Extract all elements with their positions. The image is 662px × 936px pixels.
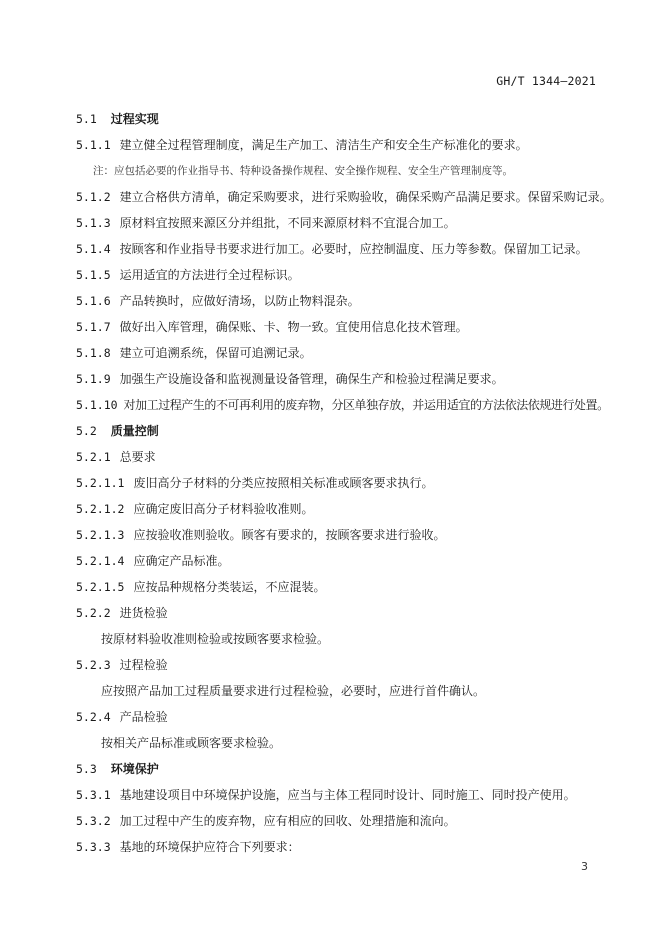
clause-text: 产品转换时，应做好清场，以防止物料混杂。: [119, 294, 360, 308]
clause-number: 5.2.1.3: [76, 528, 125, 542]
clause-item: [76, 392, 616, 418]
clause-item: [76, 444, 616, 470]
clause-text: 加工过程中产生的废弃物，应有相应的回收、处理措施和流向。: [119, 814, 456, 828]
clause-text: 废旧高分子材料的分类应按照相关标准或顾客要求执行。: [133, 476, 434, 490]
clause-number: 5.1.10: [76, 398, 118, 412]
clause-text: 质量控制: [110, 424, 159, 438]
clause-text: 过程检验: [119, 658, 168, 672]
clause-number: 5.1.9: [76, 372, 111, 386]
clause-text: 应确定产品标准。: [133, 554, 230, 568]
clause-number: 5.2.2: [76, 606, 111, 620]
clause-text: 环境保护: [110, 762, 159, 776]
clause-number: 5.2.1.1: [76, 476, 125, 490]
clause-number: 5.1.3: [76, 216, 111, 230]
clause-number: 5.1.7: [76, 320, 111, 334]
clause-item: [76, 496, 616, 522]
clause-number: 5.3.3: [76, 840, 111, 854]
clause-item: [76, 262, 616, 288]
section-heading: [76, 756, 616, 782]
note-line: [76, 158, 616, 184]
clause-text: 应按照产品加工过程质量要求进行过程检验，必要时，应进行首件确认。: [101, 684, 486, 698]
clause-number: 5.2.1.2: [76, 502, 125, 516]
clause-item: [76, 704, 616, 730]
clause-item: [76, 782, 616, 808]
clause-item: [76, 548, 616, 574]
clause-item: [76, 834, 616, 860]
clause-number: 5.2.1.4: [76, 554, 125, 568]
clause-text: 基地的环境保护应符合下列要求：: [119, 840, 300, 854]
clause-item: [76, 366, 616, 392]
clause-text: 注：应包括必要的作业指导书、特种设备操作规程、安全操作规程、安全生产管理制度等。: [93, 165, 513, 177]
clause-number: 5.2.3: [76, 658, 111, 672]
section-heading: [76, 418, 616, 444]
clause-text: 按相关产品标准或顾客要求检验。: [101, 736, 282, 750]
clause-text: 进货检验: [119, 606, 168, 620]
section-heading: [76, 106, 616, 132]
clause-item: [76, 184, 616, 210]
clause-item: [76, 314, 616, 340]
clause-number: 5.2: [76, 424, 97, 438]
clause-text: 建立健全过程管理制度，满足生产加工、清洁生产和安全生产标准化的要求。: [119, 138, 528, 152]
clause-text: 总要求: [119, 450, 156, 464]
clause-number: 5.1.8: [76, 346, 111, 360]
document-body: [76, 106, 616, 860]
clause-item: [76, 470, 616, 496]
clause-item: [76, 288, 616, 314]
clause-number: 5.3.2: [76, 814, 111, 828]
clause-item: [76, 808, 616, 834]
clause-text: 产品检验: [119, 710, 168, 724]
clause-item: [76, 210, 616, 236]
clause-number: 5.3.1: [76, 788, 111, 802]
document-code-header: GH/T 1344—2021: [496, 74, 596, 88]
page-number: 3: [581, 860, 588, 873]
clause-item: [76, 340, 616, 366]
clause-text: 过程实现: [110, 112, 159, 126]
clause-item: [76, 600, 616, 626]
clause-text: 应按品种规格分类装运，不应混装。: [133, 580, 326, 594]
clause-text: 做好出入库管理，确保账、卡、物一致。宜使用信息化技术管理。: [119, 320, 468, 334]
clause-text: 基地建设项目中环境保护设施，应当与主体工程同时设计、同时施工、同时投产使用。: [119, 788, 576, 802]
clause-number: 5.3: [76, 762, 97, 776]
clause-number: 5.1.5: [76, 268, 111, 282]
paragraph: [76, 626, 616, 652]
clause-text: 应按验收准则验收。顾客有要求的，按顾客要求进行验收。: [133, 528, 446, 542]
paragraph: [76, 730, 616, 756]
clause-text: 运用适宜的方法进行全过程标识。: [119, 268, 300, 282]
clause-number: 5.1.4: [76, 242, 111, 256]
clause-number: 5.1.2: [76, 190, 111, 204]
clause-item: [76, 522, 616, 548]
clause-number: 5.1: [76, 112, 97, 126]
clause-number: 5.2.1.5: [76, 580, 125, 594]
clause-text: 对加工过程产生的不可再利用的废弃物，分区单独存放，并运用适宜的方法依法依规进行处置。: [123, 398, 609, 412]
clause-text: 加强生产设施设备和监视测量设备管理，确保生产和检验过程满足要求。: [119, 372, 504, 386]
clause-number: 5.1.1: [76, 138, 111, 152]
clause-text: 按顾客和作业指导书要求进行加工。必要时，应控制温度、压力等参数。保留加工记录。: [119, 242, 588, 256]
clause-number: 5.2.1: [76, 450, 111, 464]
clause-text: 建立合格供方清单，确定采购要求，进行采购验收，确保采购产品满足要求。保留采购记录。: [119, 190, 612, 204]
clause-text: 建立可追溯系统，保留可追溯记录。: [119, 346, 312, 360]
clause-text: 应确定废旧高分子材料验收准则。: [133, 502, 314, 516]
clause-text: 按原材料验收准则检验或按顾客要求检验。: [101, 632, 330, 646]
clause-number: 5.1.6: [76, 294, 111, 308]
clause-item: [76, 132, 616, 158]
clause-item: [76, 236, 616, 262]
clause-item: [76, 574, 616, 600]
paragraph: [76, 678, 616, 704]
clause-number: 5.2.4: [76, 710, 111, 724]
clause-item: [76, 652, 616, 678]
clause-text: 原材料宜按照来源区分并组批，不同来源原材料不宜混合加工。: [119, 216, 456, 230]
